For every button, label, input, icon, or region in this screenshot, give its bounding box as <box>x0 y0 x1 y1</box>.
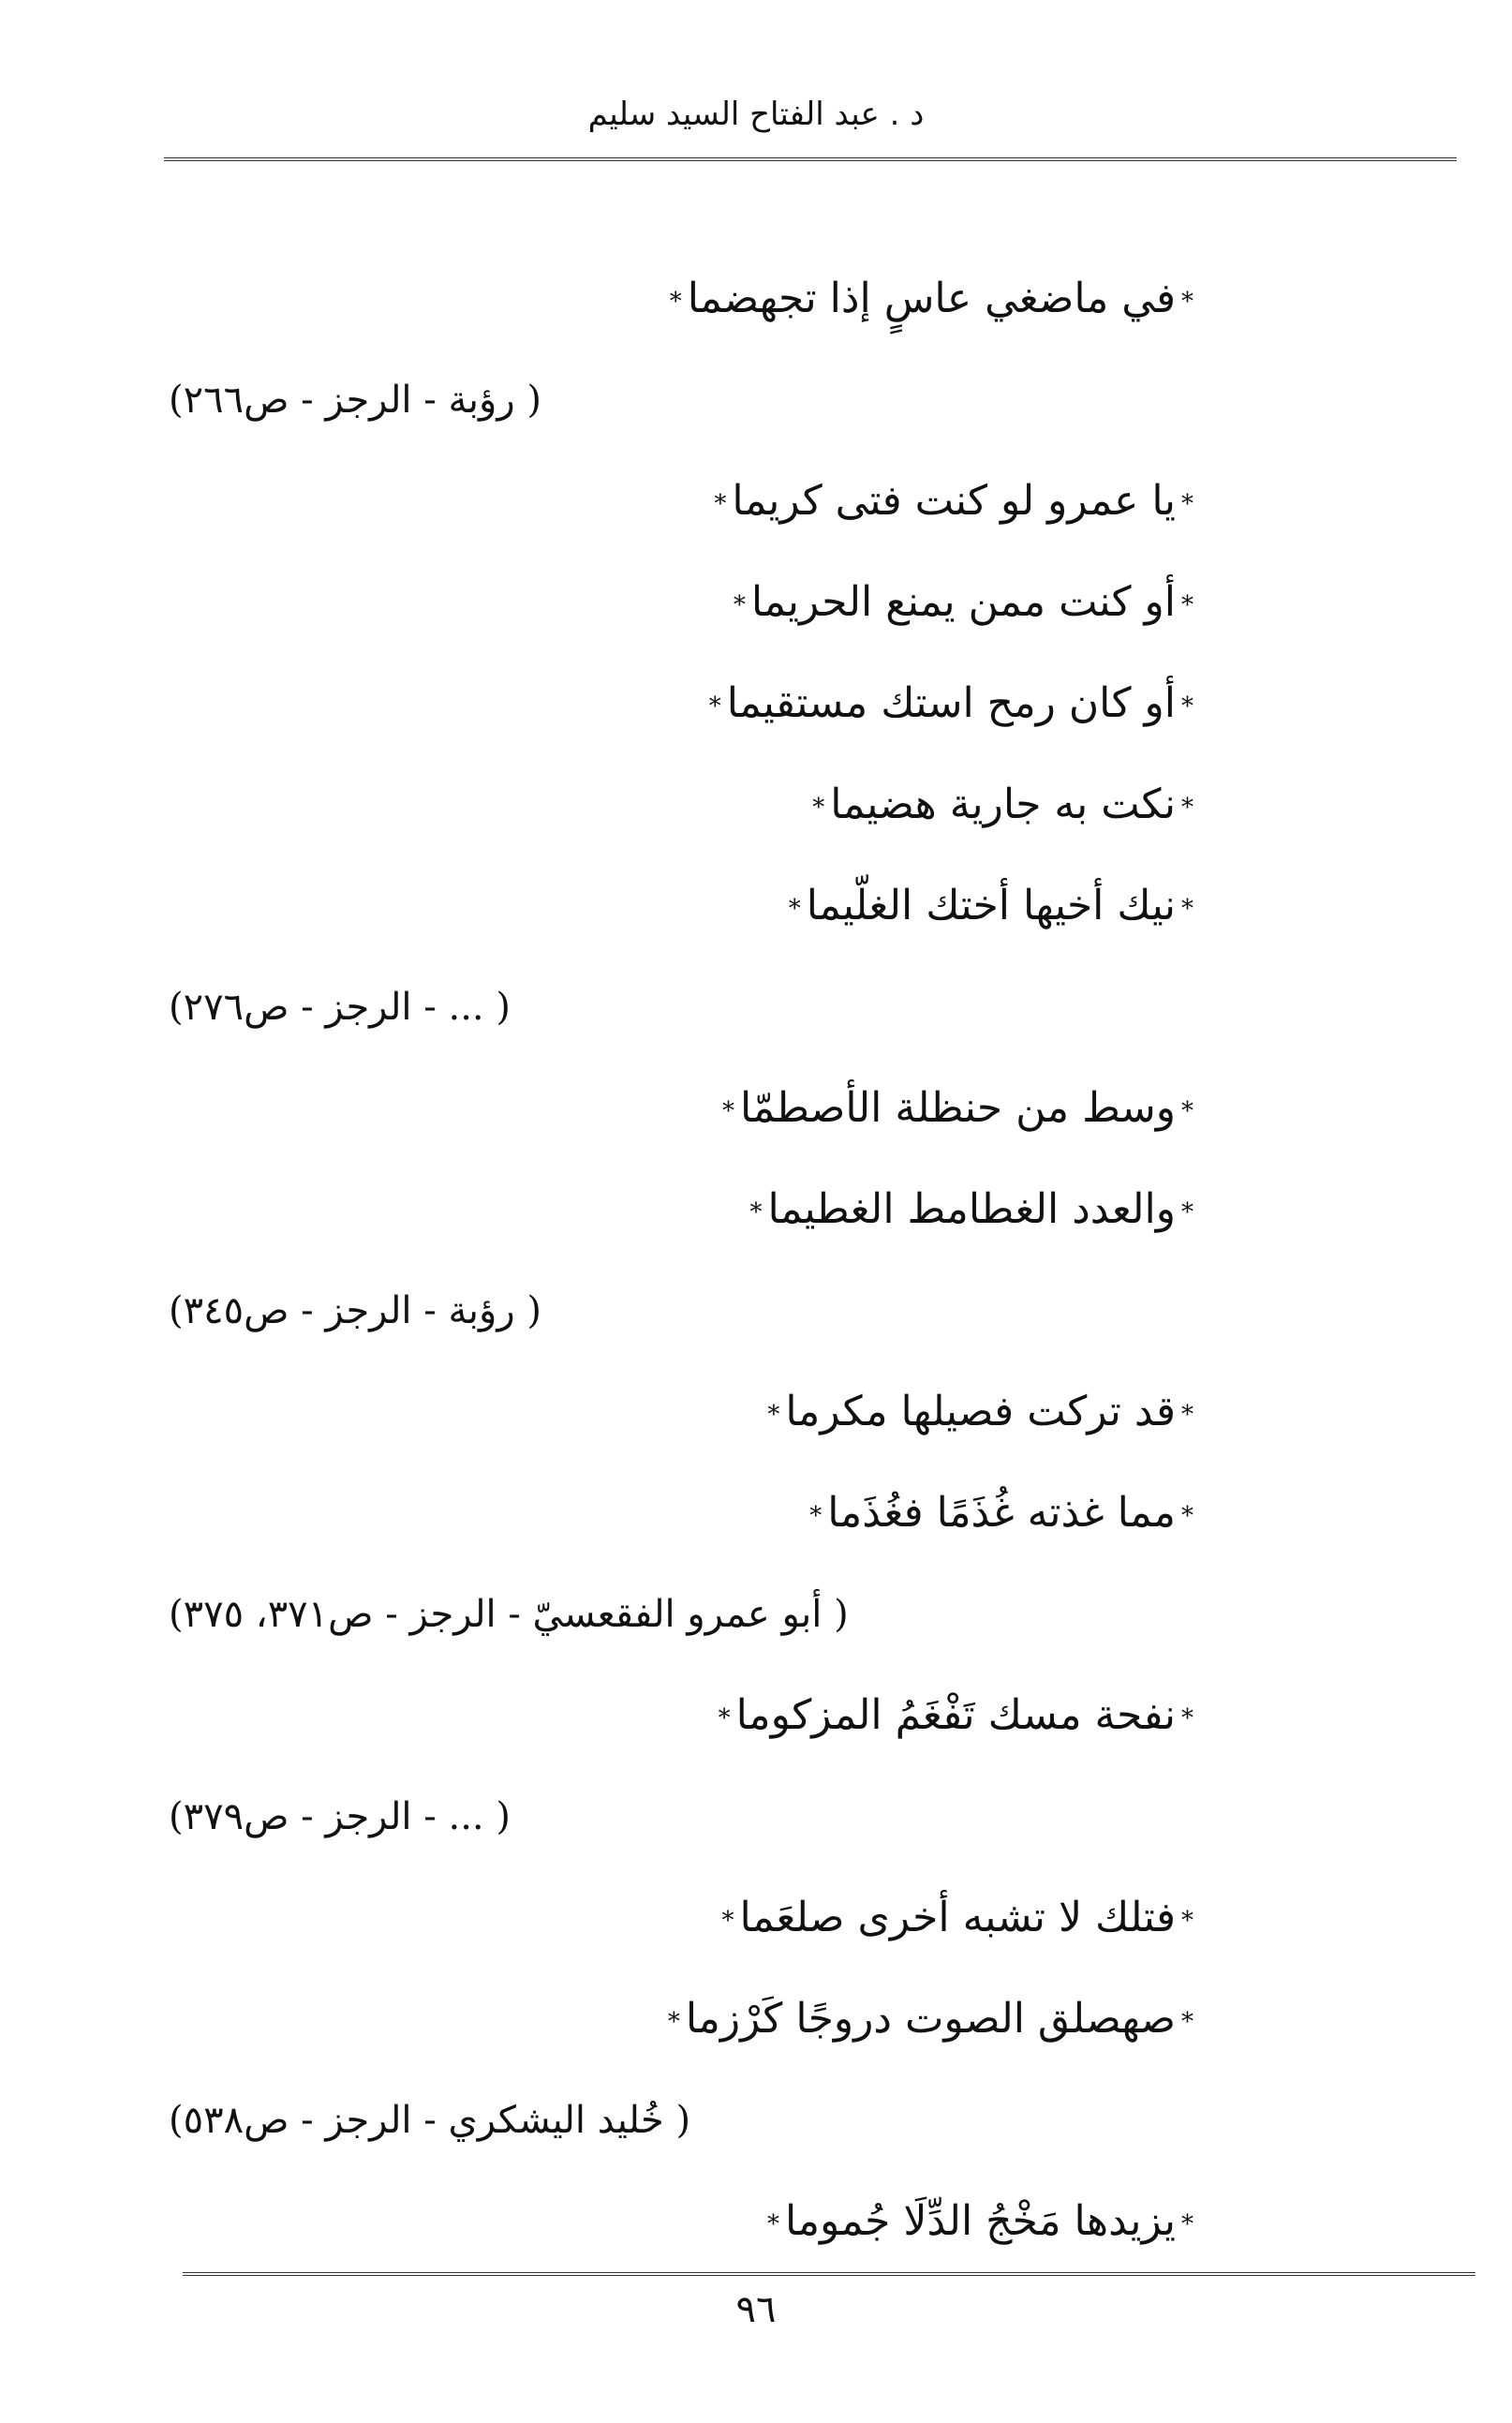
verse-marker-start: * <box>1181 590 1193 619</box>
verse-text: وسط من حنظلة الأصطمّا <box>740 1084 1176 1132</box>
verse-marker-end: * <box>669 287 682 316</box>
verse-marker-end: * <box>767 2209 780 2238</box>
citation-line <box>169 1260 1199 1361</box>
citation-text: ( ... - الرجز - ص٣٧٩) <box>169 1795 511 1838</box>
verse-marker-start: * <box>1181 1703 1193 1732</box>
verse-line <box>169 1159 1199 1260</box>
verse-marker-start: * <box>1181 1400 1193 1429</box>
verse-line <box>169 855 1199 957</box>
verse-marker-start: * <box>1181 489 1193 518</box>
verse-line <box>169 653 1199 754</box>
running-header: د . عبد الفتاح السيد سليم <box>587 96 925 133</box>
verse-line <box>169 1867 1199 1969</box>
citation-text: ( خُليد اليشكري - الرجز - ص٥٣٨) <box>169 2099 691 2142</box>
verse-text: فتلك لا تشبه أخرى صلعَما <box>739 1894 1176 1941</box>
header-rule <box>164 157 1457 161</box>
verse-line <box>169 451 1199 552</box>
verse-marker-end: * <box>749 1197 763 1226</box>
verse-line <box>169 754 1199 855</box>
verse-marker-start: * <box>1181 1906 1193 1935</box>
verse-marker-start: * <box>1181 894 1193 923</box>
verse-line <box>169 1361 1199 1463</box>
page-number: ٩٦ <box>735 2288 777 2331</box>
verse-line <box>169 2171 1199 2272</box>
poem-lines <box>169 248 1199 2253</box>
verse-marker-end: * <box>788 894 801 923</box>
verse-marker-end: * <box>718 1703 731 1732</box>
citation-text: ( رؤبة - الرجز - ص٢٦٦) <box>169 379 542 422</box>
verse-text: نكت به جارية هضيما <box>830 780 1176 828</box>
verse-text: يزيدها مَخْجُ الدِّلَا جُموما <box>785 2197 1176 2245</box>
verse-text: يا عمرو لو كنت فتى كريما <box>732 477 1176 525</box>
verse-line <box>169 552 1199 653</box>
verse-marker-start: * <box>1181 691 1193 721</box>
verse-marker-end: * <box>767 1400 780 1429</box>
citation-line <box>169 1564 1199 1665</box>
verse-marker-start: * <box>1181 793 1193 822</box>
verse-marker-end: * <box>722 1096 735 1125</box>
verse-marker-start: * <box>1181 2007 1193 2036</box>
verse-line <box>169 248 1199 349</box>
verse-text: أو كنت ممن يمنع الحريما <box>750 578 1176 626</box>
verse-text: صهصلق الصوت دروجًا كَرْزما <box>685 1995 1176 2043</box>
verse-marker-end: * <box>714 489 727 518</box>
verse-marker-end: * <box>708 691 721 721</box>
verse-text: والعدد الغطامط الغطيما <box>767 1185 1176 1233</box>
citation-text: ( ... - الرجز - ص٢٧٦) <box>169 986 511 1029</box>
citation-line <box>169 957 1199 1058</box>
verse-marker-start: * <box>1181 1096 1193 1125</box>
verse-marker-start: * <box>1181 2209 1193 2238</box>
verse-line <box>169 1969 1199 2070</box>
citation-line <box>169 1766 1199 1867</box>
verse-marker-end: * <box>812 793 825 822</box>
verse-marker-start: * <box>1181 1501 1193 1530</box>
verse-text: أو كان رمح استك مستقيما <box>726 679 1176 727</box>
verse-line <box>169 1463 1199 1564</box>
citation-line <box>169 2070 1199 2171</box>
verse-text: مما غذته غُذَمًا فغُذَما <box>827 1489 1176 1537</box>
verse-marker-end: * <box>721 1906 734 1935</box>
verse-marker-end: * <box>809 1501 823 1530</box>
footer-rule <box>183 2272 1475 2276</box>
verse-marker-end: * <box>667 2007 680 2036</box>
verse-marker-start: * <box>1181 287 1193 316</box>
verse-text: نفحة مسك تَفْغَمُ المزكوما <box>735 1691 1176 1739</box>
verse-text: قد تركت فصيلها مكرما <box>785 1388 1176 1435</box>
verse-text: في ماضغي عاسٍ إذا تجهضما <box>687 275 1176 322</box>
verse-line <box>169 1058 1199 1159</box>
citation-line <box>169 349 1199 451</box>
citation-text: ( أبو عمرو الفقعسيّ - الرجز - ص٣٧١، ٣٧٥) <box>169 1593 849 1636</box>
verse-text: نيك أخيها أختك الغلّيما <box>806 882 1176 929</box>
citation-text: ( رؤبة - الرجز - ص٣٤٥) <box>169 1289 542 1332</box>
verse-marker-end: * <box>733 590 746 619</box>
verse-marker-start: * <box>1181 1197 1193 1226</box>
verse-line <box>169 1665 1199 1766</box>
